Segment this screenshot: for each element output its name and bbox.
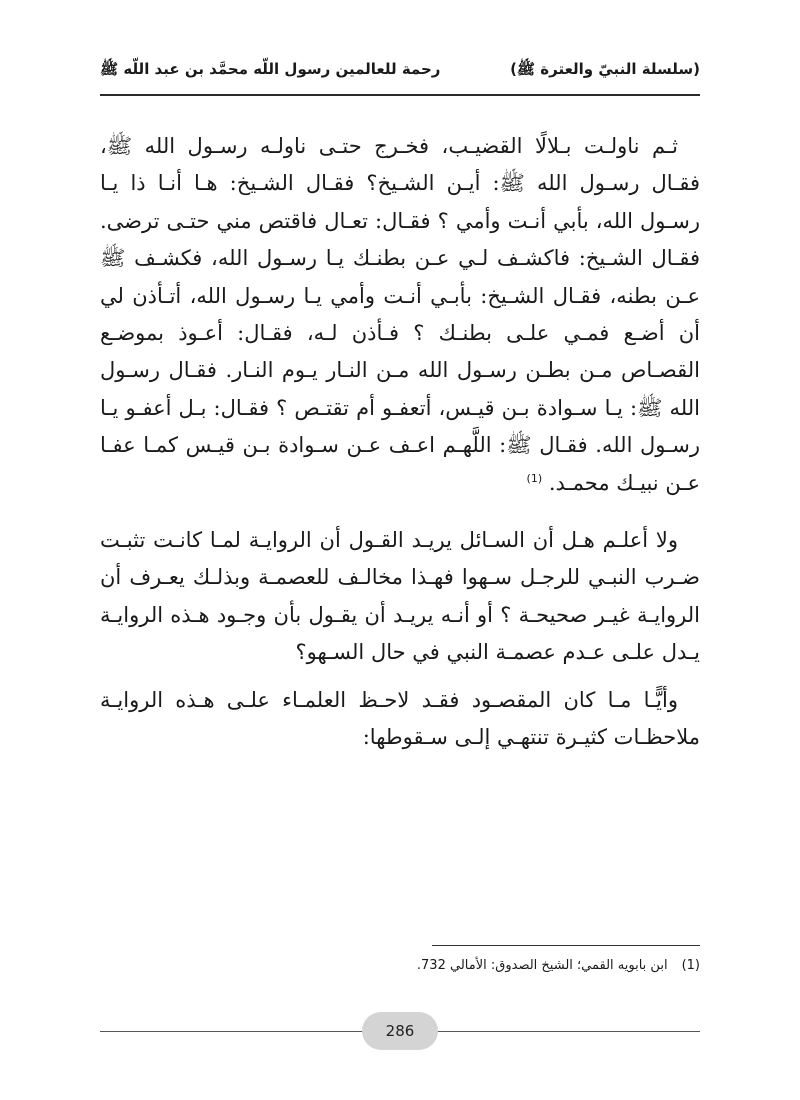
book-title: رحمة للعالمين رسول اللّه محمَّد بن عبد اللّه ﷺ [100,60,441,78]
paragraph-narration [100,128,700,502]
page-number: 286 [385,1022,415,1040]
paragraph-narration-text: ثـم ناولـت بـلالًا القضيـب، فخـرج حتـى ناولـه رسـول الله ﷺ، فقـال رسـول الله ﷺ: أيـن الشـيخ؟ فقـال الشـيخ: هـا أنـا ذا يـا رسـول الله، بأبي أنـت وأمي ؟ فقـال: تعـال فاقتص مني حتـى ترضى. فقـال الشـيخ: فاكشـف لـي عـن بطنـك يـا رسـول الله، فكشـف ﷺ عـن بطنه، فقـال الشـيخ: بأبـي أنـت وأمي يـا رسـول الله، أتـأذن لي أن أضـع فمـي علـى بطنـك ؟ فـأذن لـه، فقـال: أعـوذ بموضـع القصـاص مـن بطـن رسـول الله مـن النـار يـوم النـار. فقـال رسـول الله ﷺ: يـا سـوادة بـن قيـس، أتعفـو أم تقتـص ؟ فقـال: بـل أعفـو يـا رسـول الله. فقـال ﷺ: اللَّهـم اعـف عـن سـوادة بـن قيـس كمـا عفـا عـن نبيـك محمـد. [100,134,700,495]
page-body [100,128,700,757]
header-divider [100,94,700,96]
paragraph-question: ولا أعلـم هـل أن السـائل يريـد القـول أن الروايـة لمـا كانـت تثبـت ضـرب النبـي للرجـل سـهوا فهـذا مخالـف للعصمـة وبذلـك يعـرف أن الروايـة غيـر صحيحـة ؟ أو أنـه يريـد أن يقـول بأن وجـود هـذه الروايـة يـدل علـى عـدم عصمـة النبي في حال السـهو؟ [100,528,700,665]
running-header [100,54,700,94]
footnote [100,958,700,973]
footnote-number: (1) [681,958,700,973]
footnote-text: ابن بابويه القمي؛ الشيخ الصدوق: الأمالي 732. [416,958,668,973]
page-number-badge [362,1012,438,1050]
footnote-divider [432,945,700,946]
series-title: (سلسلة النبيّ والعترة ﷺ) [510,60,700,78]
footnote-reference[interactable]: (1) [526,471,543,485]
page-footer [100,1010,700,1054]
paragraph-remarks: وأيًّـا مـا كان المقصـود فقـد لاحـظ العلمـاء علـى هـذه الروايـة ملاحظـات كثيـرة تنتهـي إلـى سـقوطها: [100,687,700,750]
